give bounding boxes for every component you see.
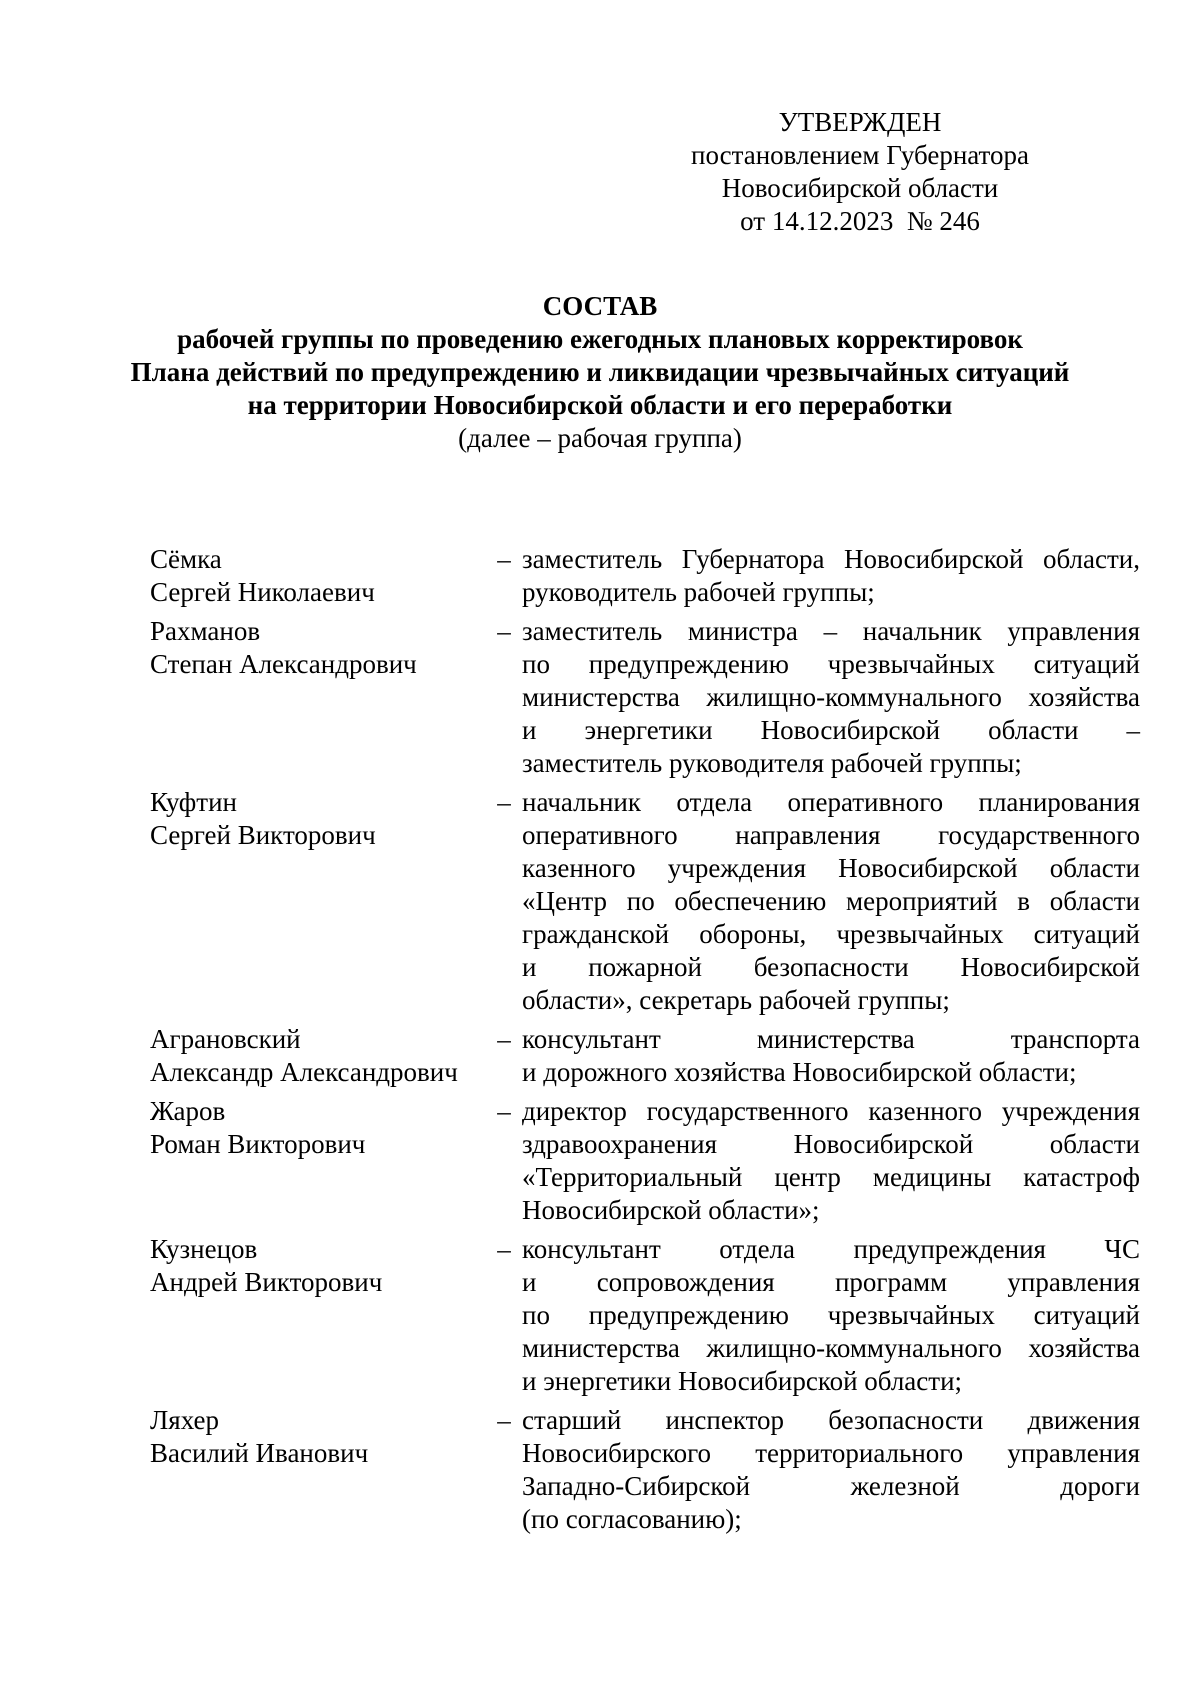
member-name	[150, 1095, 490, 1227]
approval-stamp	[640, 106, 1080, 238]
title-line-3: на территории Новосибирской области и его переработки	[247, 390, 953, 420]
members-list	[150, 543, 1140, 1542]
role-line: и пожарной безопасности Новосибирской	[522, 952, 1140, 982]
member-given-names: Степан Александрович	[150, 649, 417, 679]
role-line: и дорожного хозяйства Новосибирской области;	[522, 1057, 1077, 1087]
member-name	[150, 1404, 490, 1536]
member-entry	[150, 1404, 1140, 1536]
role-line: руководитель рабочей группы;	[522, 577, 875, 607]
approval-decree: постановлением Губернатора	[691, 140, 1029, 170]
title-line-2: Плана действий по предупреждению и ликвидации чрезвычайных ситуаций	[130, 357, 1070, 387]
member-given-names: Роман Викторович	[150, 1129, 366, 1159]
title-note: (далее – рабочая группа)	[458, 423, 742, 453]
role-line: здравоохранения Новосибирской области	[522, 1129, 1140, 1159]
member-name	[150, 615, 490, 780]
title-line-1: рабочей группы по проведению ежегодных плановых корректировок	[177, 324, 1023, 354]
member-surname: Аграновский	[150, 1024, 301, 1054]
approval-region: Новосибирской области	[721, 173, 999, 203]
member-name	[150, 786, 490, 1017]
role-line: «Центр по обеспечению мероприятий в области	[522, 886, 1140, 916]
role-line: старший инспектор безопасности движения	[522, 1405, 1140, 1435]
role-line: и сопровождения программ управления	[522, 1267, 1140, 1297]
member-surname: Рахманов	[150, 616, 261, 646]
member-entry	[150, 786, 1140, 1017]
member-role	[518, 786, 1140, 1017]
dash-separator: –	[497, 616, 511, 646]
role-line: консультант отдела предупреждения ЧС	[522, 1234, 1140, 1264]
member-role	[518, 1095, 1140, 1227]
member-entry	[150, 543, 1140, 609]
dash-separator: –	[497, 787, 511, 817]
member-role	[518, 1233, 1140, 1398]
dash-separator: –	[497, 1024, 511, 1054]
role-line: гражданской обороны, чрезвычайных ситуаций	[522, 919, 1140, 949]
member-given-names: Андрей Викторович	[150, 1267, 383, 1297]
member-entry	[150, 1233, 1140, 1398]
member-name	[150, 1023, 490, 1089]
member-entry	[150, 1095, 1140, 1227]
role-line: области», секретарь рабочей группы;	[522, 985, 950, 1015]
role-line: по предупреждению чрезвычайных ситуаций	[522, 649, 1140, 679]
member-surname: Ляхер	[150, 1405, 220, 1435]
dash-separator: –	[497, 1405, 511, 1435]
role-line: начальник отдела оперативного планирования	[522, 787, 1140, 817]
dash-separator: –	[497, 1234, 511, 1264]
member-entry	[150, 615, 1140, 780]
dash-separator: –	[497, 544, 511, 574]
member-entry	[150, 1023, 1140, 1089]
role-line: министерства жилищно-коммунального хозяйства	[522, 1333, 1140, 1363]
title-heading: СОСТАВ	[542, 291, 658, 321]
member-surname: Кузнецов	[150, 1234, 258, 1264]
role-line: директор государственного казенного учреждения	[522, 1096, 1140, 1126]
role-line: по предупреждению чрезвычайных ситуаций	[522, 1300, 1140, 1330]
role-line: «Территориальный центр медицины катастроф	[522, 1162, 1140, 1192]
role-line: казенного учреждения Новосибирской области	[522, 853, 1140, 883]
member-given-names: Сергей Викторович	[150, 820, 376, 850]
approval-heading: УТВЕРЖДЕН	[778, 107, 942, 137]
role-line: и энергетики Новосибирской области;	[522, 1366, 963, 1396]
role-line: Новосибирского территориального управления	[522, 1438, 1140, 1468]
member-given-names: Сергей Николаевич	[150, 577, 375, 607]
member-role	[518, 1023, 1140, 1089]
role-line: заместитель Губернатора Новосибирской области,	[522, 544, 1140, 574]
member-surname: Жаров	[150, 1096, 226, 1126]
role-line: заместитель министра – начальник управления	[522, 616, 1140, 646]
role-line: Западно-Сибирской железной дороги	[522, 1471, 1140, 1501]
member-role	[518, 543, 1140, 609]
role-line: (по согласованию);	[522, 1504, 742, 1534]
role-line: министерства жилищно-коммунального хозяйства	[522, 682, 1140, 712]
document-title	[60, 290, 1140, 455]
role-line: заместитель руководителя рабочей группы;	[522, 748, 1022, 778]
member-given-names: Василий Иванович	[150, 1438, 369, 1468]
member-surname: Куфтин	[150, 787, 237, 817]
role-line: консультант министерства транспорта	[522, 1024, 1140, 1054]
member-name	[150, 1233, 490, 1398]
dash-separator: –	[497, 1096, 511, 1126]
member-surname: Сёмка	[150, 544, 222, 574]
member-role	[518, 1404, 1140, 1536]
member-role	[518, 615, 1140, 780]
member-given-names: Александр Александрович	[150, 1057, 458, 1087]
role-line: и энергетики Новосибирской области –	[522, 715, 1140, 745]
role-line: Новосибирской области»;	[522, 1195, 820, 1225]
role-line: оперативного направления государственного	[522, 820, 1140, 850]
approval-date-number: от 14.12.2023 № 246	[740, 206, 980, 236]
member-name	[150, 543, 490, 609]
